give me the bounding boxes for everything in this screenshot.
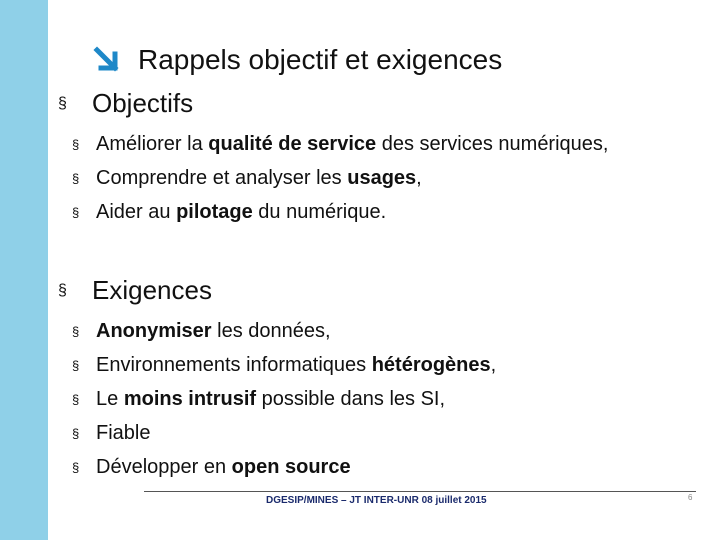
list-item — [72, 450, 496, 484]
list-item-text — [96, 133, 608, 156]
section-bullet: § — [58, 94, 67, 112]
text-run: Améliorer la — [96, 132, 209, 155]
objectifs-section — [58, 88, 608, 229]
list-bullet: § — [72, 323, 80, 339]
exigences-section — [58, 275, 496, 484]
text-run: Développer en — [96, 455, 232, 478]
list-item — [72, 348, 496, 382]
page-number: 6 — [688, 493, 693, 502]
list-item-text — [96, 354, 496, 377]
bold-text-run: qualité de service — [208, 132, 377, 155]
text-run: Fiable — [96, 421, 151, 444]
bold-text-run: pilotage — [176, 200, 253, 223]
list-bullet: § — [72, 391, 80, 407]
text-run: Aider au — [96, 200, 177, 223]
text-run: , — [490, 353, 497, 376]
bold-text-run: moins intrusif — [123, 387, 257, 410]
bold-text-run: Anonymiser — [96, 319, 212, 342]
text-run: possible dans les SI, — [256, 387, 446, 410]
bold-text-run: hétérogènes — [371, 353, 491, 376]
title-row — [92, 40, 502, 80]
text-run: , — [416, 166, 422, 189]
list-item-text — [96, 167, 422, 190]
list-item — [72, 382, 496, 416]
objectifs-list — [72, 127, 608, 229]
list-item — [72, 416, 496, 450]
list-item — [72, 161, 608, 195]
bold-text-run: open source — [231, 455, 351, 478]
objectifs-heading-row — [58, 88, 608, 119]
list-item-text — [96, 456, 351, 479]
slide-title: Rappels objectif et exigences — [138, 44, 503, 75]
text-run: Environnements informatiques — [96, 353, 372, 376]
list-item-text — [96, 320, 331, 343]
list-bullet: § — [72, 425, 80, 441]
text-run: Le — [96, 387, 124, 410]
list-bullet: § — [72, 459, 80, 475]
list-bullet: § — [72, 136, 80, 152]
list-bullet: § — [72, 357, 80, 373]
objectifs-heading: Objectifs — [92, 88, 194, 118]
section-bullet: § — [58, 281, 67, 299]
text-run: Comprendre et analyser les — [96, 166, 348, 189]
list-item — [72, 127, 608, 161]
list-item — [72, 314, 496, 348]
list-bullet: § — [72, 204, 80, 220]
list-bullet: § — [72, 170, 80, 186]
text-run: du numérique. — [252, 200, 387, 223]
list-item-text — [96, 388, 445, 411]
text-run: les données, — [211, 319, 331, 342]
footer-text: DGESIP/MINES – JT INTER-UNR 08 juillet 2015 — [266, 495, 487, 506]
list-item — [72, 195, 608, 229]
left-decorative-bar — [0, 0, 48, 540]
exigences-heading: Exigences — [92, 275, 212, 305]
exigences-heading-row — [58, 275, 496, 306]
footer-divider — [144, 491, 696, 492]
bold-text-run: usages — [347, 166, 417, 189]
list-item-text — [96, 201, 386, 224]
arrow-down-right-icon — [92, 45, 122, 75]
text-run: des services numériques, — [376, 132, 609, 155]
list-item-text — [96, 422, 150, 445]
exigences-list — [72, 314, 496, 484]
